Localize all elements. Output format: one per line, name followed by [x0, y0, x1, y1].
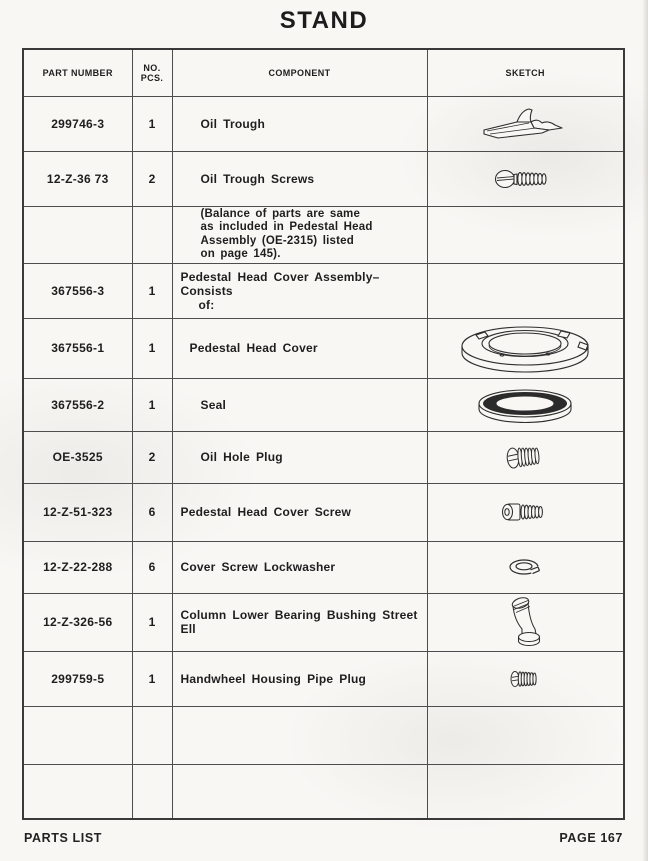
- footer-page-number: PAGE 167: [559, 831, 623, 845]
- sketch-cell: [427, 378, 624, 431]
- table-row: [23, 541, 624, 593]
- header-part-number: PART NUMBER: [23, 49, 132, 96]
- sketch-cell: [427, 431, 624, 483]
- sketch-cell: [427, 651, 624, 706]
- part-number-cell: 12-Z-36 73: [23, 151, 132, 206]
- table-row: [23, 483, 624, 541]
- sketch-cell: [427, 96, 624, 151]
- pcs-cell: 2: [132, 151, 172, 206]
- pcs-cell: 1: [132, 593, 172, 651]
- sketch-cell: [427, 151, 624, 206]
- seal-sketch: [475, 387, 575, 423]
- header-sketch: SKETCH: [427, 49, 624, 96]
- table-row: [23, 706, 624, 764]
- note-line: on page 145).: [200, 248, 281, 260]
- component-cell: Seal: [172, 378, 427, 431]
- pcs-cell: 1: [132, 263, 172, 318]
- pipe-plug-sketch: [509, 668, 541, 690]
- oil-hole-plug-sketch: [504, 442, 546, 472]
- part-number-cell: 367556-1: [23, 318, 132, 378]
- sketch-cell: [427, 263, 624, 318]
- component-cell: [172, 764, 427, 819]
- pedestal-head-cover-sketch: [458, 322, 592, 374]
- note-line: (Balance of parts are same: [200, 207, 361, 220]
- table-header-row: [23, 49, 624, 96]
- table-row: [23, 764, 624, 819]
- part-number-cell: OE-3525: [23, 431, 132, 483]
- part-number-cell: [23, 206, 132, 263]
- component-cell: Pedestal Head Cover Assembly–Consists of:: [172, 263, 427, 318]
- sketch-cell: [427, 706, 624, 764]
- table-row: [23, 206, 624, 263]
- footer-parts-list-label: PARTS LIST: [24, 831, 102, 845]
- page-title: STAND: [279, 7, 369, 34]
- table-row: [23, 151, 624, 206]
- sketch-cell: [427, 318, 624, 378]
- table-row: [23, 651, 624, 706]
- part-number-cell: [23, 706, 132, 764]
- pcs-cell: 1: [132, 96, 172, 151]
- pcs-cell: [132, 706, 172, 764]
- component-cell: Handwheel Housing Pipe Plug: [172, 651, 427, 706]
- sketch-cell: [427, 206, 624, 263]
- component-note-cell: [172, 206, 427, 263]
- sketch-cell: [427, 483, 624, 541]
- pcs-cell: 6: [132, 483, 172, 541]
- part-number-cell: 12-Z-51-323: [23, 483, 132, 541]
- part-number-cell: 299746-3: [23, 96, 132, 151]
- part-number-cell: 299759-5: [23, 651, 132, 706]
- lockwasher-sketch: [507, 556, 543, 578]
- part-number-cell: 367556-3: [23, 263, 132, 318]
- oil-trough-screw-sketch: [494, 165, 556, 193]
- component-cell: [172, 706, 427, 764]
- pcs-cell: 2: [132, 431, 172, 483]
- component-cell: Cover Screw Lockwasher: [172, 541, 427, 593]
- component-cell: Pedestal Head Cover Screw: [172, 483, 427, 541]
- table-row: [23, 263, 624, 318]
- pcs-cell: 6: [132, 541, 172, 593]
- table-row: [23, 378, 624, 431]
- header-component: COMPONENT: [172, 49, 427, 96]
- part-number-cell: 367556-2: [23, 378, 132, 431]
- component-cell: Pedestal Head Cover: [172, 318, 427, 378]
- pcs-cell: 1: [132, 651, 172, 706]
- component-cell: Oil Trough: [172, 96, 427, 151]
- table-row: [23, 431, 624, 483]
- street-ell-sketch: [506, 596, 544, 648]
- pcs-cell: [132, 764, 172, 819]
- sketch-cell: [427, 593, 624, 651]
- parts-table: [22, 48, 625, 820]
- component-cell: Oil Hole Plug: [172, 431, 427, 483]
- part-number-cell: [23, 764, 132, 819]
- sketch-cell: [427, 541, 624, 593]
- component-cell: Column Lower Bearing Bushing Street Ell: [172, 593, 427, 651]
- pcs-cell: 1: [132, 318, 172, 378]
- pedestal-head-cover-screw-sketch: [498, 499, 552, 525]
- pcs-cell: 1: [132, 378, 172, 431]
- sketch-cell: [427, 764, 624, 819]
- table-row: [23, 318, 624, 378]
- pcs-cell: [132, 206, 172, 263]
- oil-trough-sketch: [479, 107, 571, 141]
- part-number-cell: 12-Z-326-56: [23, 593, 132, 651]
- component-cell: Oil Trough Screws: [172, 151, 427, 206]
- note-line: as included in Pedestal Head: [200, 221, 373, 233]
- header-no-pcs: NO. PCS.: [132, 49, 172, 96]
- part-number-cell: 12-Z-22-288: [23, 541, 132, 593]
- note-line: Assembly (OE-2315) listed: [200, 234, 354, 247]
- table-row: [23, 96, 624, 151]
- table-row: [23, 593, 624, 651]
